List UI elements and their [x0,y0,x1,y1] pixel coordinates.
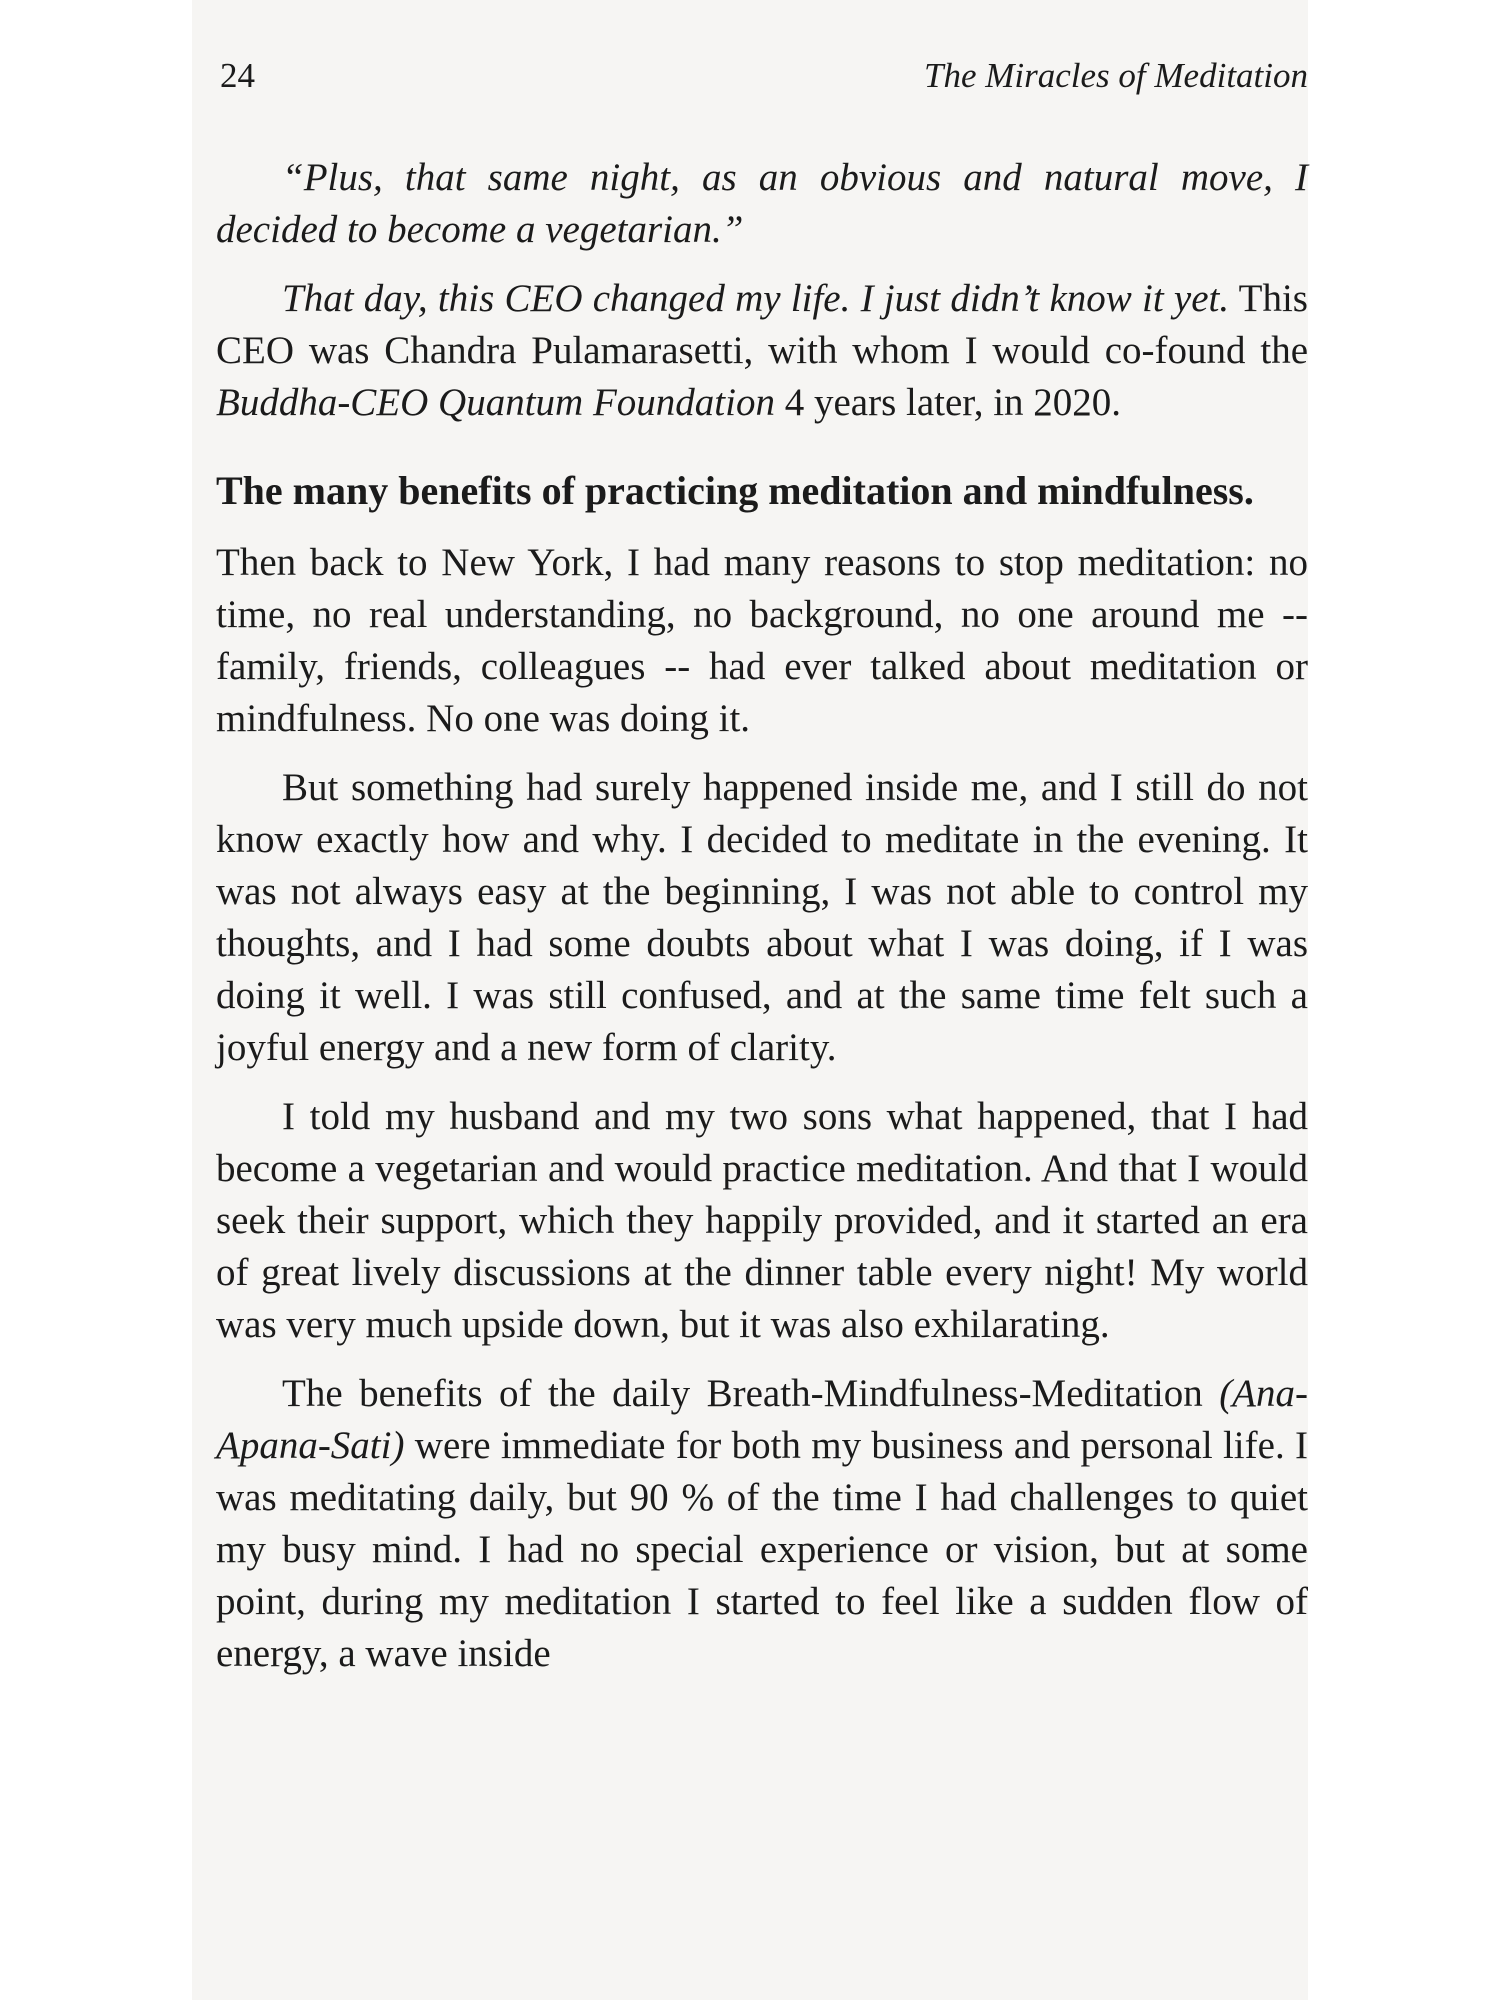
benefits-paragraph-end: were immediate for both my business and personal life. I was meditating daily, but 90 % of the time I had challenges to quiet my busy mind. I had no special experience or vision, but at some point, during my meditation I started to feel like a sudden flow of energy, a wave inside [216,1424,1308,1675]
benefits-paragraph-start: The benefits of the daily Breath-Mindfulness-Meditation [282,1372,1220,1415]
evening-paragraph: But something had surely happened inside me, and I still do not know exactly how and why. I decided to meditate in the evening. It was not always easy at the beginning, I was not able to control my thoughts, and I had some doubts about what I was doing, if I was doing it well. I was still confused, and at the same time felt such a joyful energy and a new form of clarity. [216,766,1308,1069]
new-york-paragraph: Then back to New York, I had many reasons to stop meditation: no time, no real understanding, no background, no one around me -- family, friends, colleagues -- had ever talked about meditation or mindfulness. No one was doing it. [216,541,1308,740]
ana-apana-sati: (Ana-Apana-Sati) [216,1372,1308,1467]
quote-paragraph: “Plus, that same night, as an obvious and natural move, I decided to become a vegetarian.” [216,156,1308,251]
benefits-paragraph [216,1368,1308,1680]
page-body [216,152,1308,1697]
family-paragraph: I told my husband and my two sons what happened, that I had become a vegetarian and would practice meditation. And that I would seek their support, which they happily provided, and it started an era of great lively discussions at the dinner table every night! My world was very much upside down, but it was also exhilarating. [216,1095,1308,1346]
page-header [220,56,1308,102]
section-heading: The many benefits of practicing meditation and mindfulness. [216,468,1254,513]
running-title: The Miracles of Meditation [924,56,1308,95]
book-page [192,0,1308,2000]
ceo-paragraph-text: This CEO was Chandra Pulamarasetti, with whom I would co-found the [216,277,1308,372]
ceo-paragraph-italic: That day, this CEO changed my life. I just didn’t know it yet. [282,277,1230,320]
page-number: 24 [220,56,255,95]
ceo-paragraph [216,273,1308,429]
ceo-paragraph-end: 4 years later, in 2020. [774,381,1122,424]
foundation-name: Buddha-CEO Quantum Foundation [216,381,775,424]
